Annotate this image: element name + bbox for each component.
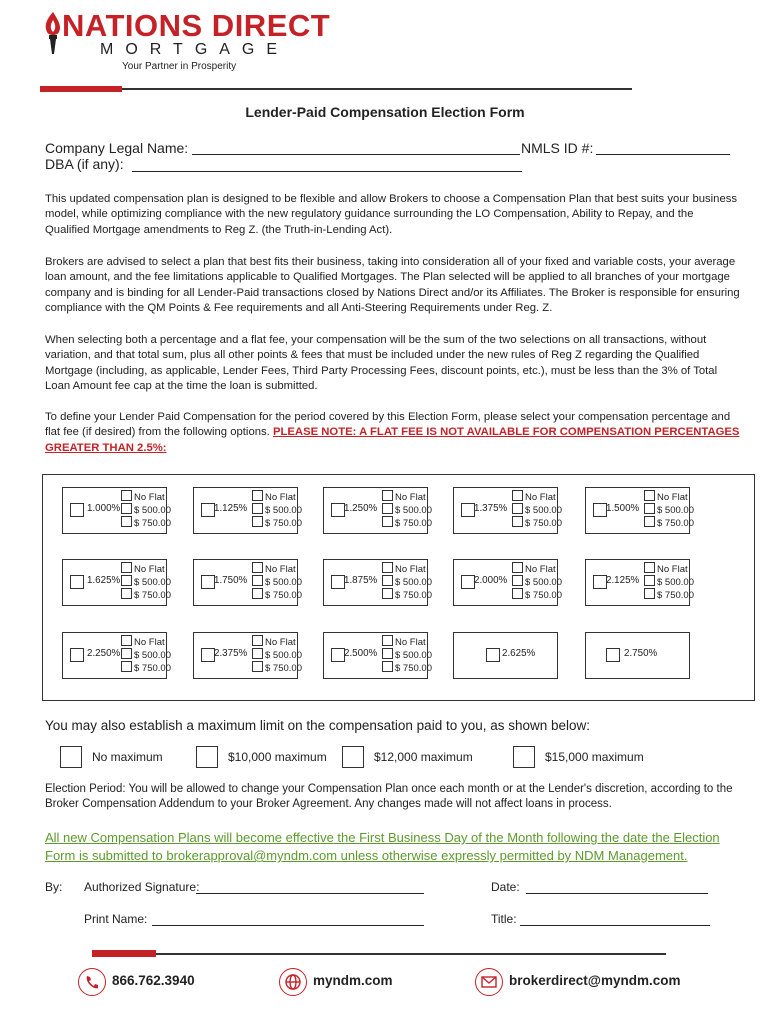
flat-fee-checkbox[interactable] — [121, 490, 132, 501]
company-name-label: Company Legal Name: — [45, 140, 189, 156]
max-label: $10,000 maximum — [228, 750, 327, 764]
flat-fee-checkbox[interactable] — [121, 635, 132, 646]
flat-fee-label: $ 750.00 — [525, 518, 562, 529]
percentage-label: 1.125% — [214, 503, 248, 514]
percentage-checkbox[interactable] — [593, 575, 607, 589]
flat-fee-option[interactable] — [644, 503, 694, 516]
compensation-option[interactable] — [453, 487, 562, 534]
by-label: By: — [45, 880, 63, 894]
percentage-label: 2.250% — [87, 648, 121, 659]
flat-fee-checkbox[interactable] — [644, 562, 655, 573]
flat-fee-checkbox[interactable] — [382, 503, 393, 514]
flat-fee-option[interactable] — [121, 635, 165, 648]
flat-fee-checkbox[interactable] — [644, 503, 655, 514]
flat-fee-label: $ 500.00 — [657, 505, 694, 516]
flat-fee-checkbox[interactable] — [382, 648, 393, 659]
dba-label: DBA (if any): — [45, 156, 124, 172]
flat-fee-option[interactable] — [252, 503, 302, 516]
flat-fee-checkbox[interactable] — [512, 503, 523, 514]
flat-fee-option[interactable] — [252, 562, 296, 575]
dba-input[interactable] — [132, 157, 522, 172]
flat-fee-label: $ 750.00 — [265, 518, 302, 529]
flat-fee-option[interactable] — [252, 490, 296, 503]
flat-fee-label: $ 500.00 — [265, 577, 302, 588]
flat-fee-checkbox[interactable] — [512, 490, 523, 501]
flat-fee-checkbox[interactable] — [121, 661, 132, 672]
compensation-option[interactable] — [453, 632, 558, 679]
flat-fee-option[interactable] — [382, 588, 432, 601]
flat-fee-checkbox[interactable] — [121, 516, 132, 527]
percentage-checkbox[interactable] — [461, 575, 475, 589]
compensation-option[interactable] — [453, 559, 562, 606]
percentage-label: 1.750% — [214, 575, 248, 586]
flat-fee-checkbox[interactable] — [121, 562, 132, 573]
flat-fee-option[interactable] — [121, 661, 171, 674]
flat-fee-label: $ 500.00 — [525, 577, 562, 588]
flat-fee-option[interactable] — [644, 490, 688, 503]
flat-fee-label: $ 500.00 — [657, 577, 694, 588]
flat-fee-option[interactable] — [252, 575, 302, 588]
flat-fee-option[interactable] — [512, 503, 562, 516]
flat-fee-label: $ 500.00 — [134, 650, 171, 661]
flat-fee-checkbox[interactable] — [252, 562, 263, 573]
flat-fee-checkbox[interactable] — [512, 575, 523, 586]
flat-fee-checkbox[interactable] — [252, 648, 263, 659]
footer-red-rule — [92, 950, 156, 957]
flat-fee-option[interactable] — [644, 562, 688, 575]
flat-fee-option[interactable] — [121, 575, 171, 588]
flat-fee-label: No Flat — [525, 564, 556, 575]
flat-fee-label: $ 750.00 — [657, 518, 694, 529]
flat-fee-checkbox[interactable] — [121, 575, 132, 586]
title-input[interactable] — [520, 911, 710, 926]
flat-fee-label: $ 750.00 — [395, 590, 432, 601]
compensation-option[interactable] — [323, 559, 432, 606]
max-checkbox[interactable] — [196, 746, 218, 768]
flat-fee-checkbox[interactable] — [252, 635, 263, 646]
flat-fee-option[interactable] — [121, 503, 171, 516]
flat-fee-checkbox[interactable] — [382, 588, 393, 599]
flat-fee-option[interactable] — [382, 490, 426, 503]
flat-fee-checkbox[interactable] — [512, 588, 523, 599]
flat-fee-option[interactable] — [252, 635, 296, 648]
company-name-input[interactable] — [192, 140, 520, 155]
flat-fee-label: $ 750.00 — [134, 518, 171, 529]
flat-fee-label: No Flat — [134, 564, 165, 575]
max-checkbox[interactable] — [513, 746, 535, 768]
flat-fee-checkbox[interactable] — [121, 588, 132, 599]
flat-fee-label: No Flat — [134, 637, 165, 648]
flat-fee-label: No Flat — [395, 492, 426, 503]
authorized-signature-label: Authorized Signature: — [84, 880, 200, 894]
phone-number: 866.762.3940 — [112, 973, 195, 988]
flat-fee-checkbox[interactable] — [252, 516, 263, 527]
flat-fee-label: $ 750.00 — [265, 663, 302, 674]
flat-fee-label: $ 500.00 — [525, 505, 562, 516]
max-label: $12,000 maximum — [374, 750, 473, 764]
flat-fee-label: No Flat — [134, 492, 165, 503]
torch-logo-icon — [42, 10, 64, 56]
percentage-checkbox[interactable] — [331, 503, 345, 517]
percentage-label: 1.500% — [606, 503, 640, 514]
print-name-label: Print Name: — [84, 912, 148, 926]
flat-fee-option[interactable] — [382, 661, 432, 674]
nmls-label: NMLS ID #: — [521, 140, 594, 156]
flat-fee-option[interactable] — [512, 575, 562, 588]
flat-fee-checkbox[interactable] — [382, 516, 393, 527]
percentage-label: 2.125% — [606, 575, 640, 586]
flat-fee-label: $ 750.00 — [525, 590, 562, 601]
flat-fee-label: $ 500.00 — [395, 577, 432, 588]
percentage-checkbox[interactable] — [331, 648, 345, 662]
flat-fee-option[interactable] — [252, 648, 302, 661]
tagline: Your Partner in Prosperity — [122, 61, 237, 72]
compensation-option[interactable] — [193, 632, 302, 679]
effective-notice: All new Compensation Plans will become effective the First Business Day of the Month following the date the Election Form is submitted to brokerapproval@myndm.com unless otherwise expressly permitted by NDM Management. — [45, 830, 720, 863]
flat-fee-label: $ 750.00 — [657, 590, 694, 601]
percentage-checkbox[interactable] — [606, 648, 620, 662]
brokers-paragraph: Brokers are advised to select a plan that best fits their business, taking into consideration all of your fixed and variable costs, your average loan amount, and the fee limitations applicable to Qualified Mortgages. The Plan selected will be applied to all branches of your mortgage company and is binding for all Lender-Paid transactions closed by Nations Direct and/or its Affiliates. The Broker is responsible for ensuring compliance with the QM Points & Fee requirements and all Anti-Steering Requirements under Reg. Z. — [45, 256, 740, 315]
election-period: Election Period: You will be allowed to change your Compensation Plan once each month or at the Lender's discretion, according to the Broker Compensation Addendum to your Broker Agreement. Any changes made will not affect loans in process. — [45, 783, 733, 811]
flat-fee-label: No Flat — [395, 637, 426, 648]
flat-fee-label: No Flat — [265, 564, 296, 575]
flat-fee-option[interactable] — [121, 588, 171, 601]
flat-fee-label: No Flat — [525, 492, 556, 503]
website-link[interactable]: myndm.com — [313, 973, 393, 988]
flat-fee-option[interactable] — [644, 516, 694, 529]
form-title: Lender-Paid Compensation Election Form — [245, 104, 525, 120]
percentage-label: 2.375% — [214, 648, 248, 659]
percentage-label: 2.750% — [624, 648, 658, 659]
percentage-label: 1.875% — [344, 575, 378, 586]
flat-fee-checkbox[interactable] — [252, 661, 263, 672]
flat-fee-label: $ 500.00 — [265, 650, 302, 661]
flat-fee-checkbox[interactable] — [252, 588, 263, 599]
percentage-checkbox[interactable] — [70, 503, 84, 517]
max-checkbox[interactable] — [60, 746, 82, 768]
percentage-checkbox[interactable] — [201, 575, 215, 589]
compensation-option[interactable] — [62, 632, 171, 679]
email-icon — [475, 968, 503, 996]
flat-fee-checkbox[interactable] — [644, 490, 655, 501]
flat-fee-option[interactable] — [644, 588, 694, 601]
compensation-option[interactable] — [585, 632, 690, 679]
flat-fee-label: $ 750.00 — [134, 590, 171, 601]
flat-fee-option[interactable] — [512, 490, 556, 503]
flat-fee-checkbox[interactable] — [252, 575, 263, 586]
compensation-option[interactable] — [193, 487, 302, 534]
flat-fee-label: $ 750.00 — [395, 663, 432, 674]
percentage-label: 2.000% — [474, 575, 508, 586]
percentage-checkbox[interactable] — [486, 648, 500, 662]
email-link[interactable]: brokerdirect@myndm.com — [509, 973, 681, 988]
flat-fee-option[interactable] — [382, 575, 432, 588]
percentage-label: 1.250% — [344, 503, 378, 514]
compensation-option[interactable] — [323, 487, 432, 534]
percentage-checkbox[interactable] — [201, 648, 215, 662]
flat-fee-label: $ 750.00 — [134, 663, 171, 674]
flat-fee-label: No Flat — [395, 564, 426, 575]
flat-fee-option[interactable] — [252, 588, 302, 601]
flat-fee-checkbox[interactable] — [382, 562, 393, 573]
percentage-label: 1.625% — [87, 575, 121, 586]
title-label: Title: — [491, 912, 517, 926]
flat-fee-checkbox[interactable] — [382, 635, 393, 646]
percentage-checkbox[interactable] — [70, 575, 84, 589]
compensation-option[interactable] — [62, 487, 171, 534]
compensation-option[interactable] — [585, 487, 694, 534]
define-paragraph — [45, 410, 740, 456]
flat-fee-option[interactable] — [512, 516, 562, 529]
phone-icon — [78, 968, 106, 996]
flat-fee-checkbox[interactable] — [512, 516, 523, 527]
flat-fee-option[interactable] — [382, 516, 432, 529]
flat-fee-option[interactable] — [382, 503, 432, 516]
flat-fee-note: PLEASE NOTE: A FLAT FEE IS NOT AVAILABLE FOR COMPENSATION PERCENTAGES GREATER THAN 2.5%: — [45, 426, 740, 454]
flat-fee-option[interactable] — [252, 661, 302, 674]
flat-fee-label: $ 750.00 — [395, 518, 432, 529]
flat-fee-checkbox[interactable] — [644, 588, 655, 599]
flat-fee-label: No Flat — [657, 492, 688, 503]
flat-fee-option[interactable] — [512, 588, 562, 601]
flat-fee-checkbox[interactable] — [644, 575, 655, 586]
max-label: No maximum — [92, 750, 163, 764]
compensation-option[interactable] — [585, 559, 694, 606]
flat-fee-label: $ 750.00 — [265, 590, 302, 601]
flat-fee-checkbox[interactable] — [121, 648, 132, 659]
header-rule — [122, 88, 632, 90]
selection-paragraph: When selecting both a percentage and a flat fee, your compensation will be the sum of the two selections on all transactions, without variation, and that total sum, plus all other points & fees that must be included under the new rules of Reg Z regarding the Qualified Mortgage (including, as applicable, Lender Fees, Third Party Processing Fees, discount points, etc.), must be less than the 3% of Total Loan Amount fee cap at the time the loan is submitted. — [45, 334, 718, 393]
flat-fee-label: $ 500.00 — [395, 505, 432, 516]
flat-fee-checkbox[interactable] — [512, 562, 523, 573]
flat-fee-checkbox[interactable] — [252, 490, 263, 501]
flat-fee-label: No Flat — [265, 637, 296, 648]
percentage-label: 2.625% — [502, 648, 536, 659]
flat-fee-checkbox[interactable] — [252, 503, 263, 514]
maximum-intro: You may also establish a maximum limit on the compensation paid to you, as shown below: — [45, 718, 591, 733]
flat-fee-option[interactable] — [382, 635, 426, 648]
flat-fee-label: $ 500.00 — [134, 577, 171, 588]
flat-fee-label: $ 500.00 — [265, 505, 302, 516]
flat-fee-label: No Flat — [657, 564, 688, 575]
flat-fee-option[interactable] — [121, 562, 165, 575]
flat-fee-option[interactable] — [382, 648, 432, 661]
intro-paragraph: This updated compensation plan is designed to be flexible and allow Brokers to choose a Compensation Plan that best suits your business model, while optimizing compliance with the new regulatory guidance surrounding the LO Compensation, Ability to Repay, and the Qualified Mortgage amendments to Reg Z. (the Truth-in-Lending Act). — [45, 193, 738, 236]
compensation-option[interactable] — [62, 559, 171, 606]
print-name-input[interactable] — [152, 911, 424, 926]
flat-fee-checkbox[interactable] — [382, 490, 393, 501]
percentage-label: 2.500% — [344, 648, 378, 659]
date-input[interactable] — [526, 879, 708, 894]
compensation-option[interactable] — [323, 632, 432, 679]
percentage-checkbox[interactable] — [461, 503, 475, 517]
date-label: Date: — [491, 880, 520, 894]
max-label: $15,000 maximum — [545, 750, 644, 764]
flat-fee-option[interactable] — [512, 562, 556, 575]
percentage-label: 1.375% — [474, 503, 508, 514]
flat-fee-option[interactable] — [382, 562, 426, 575]
flat-fee-option[interactable] — [644, 575, 694, 588]
flat-fee-option[interactable] — [121, 648, 171, 661]
nmls-input[interactable] — [596, 140, 730, 155]
flat-fee-label: No Flat — [265, 492, 296, 503]
percentage-label: 1.000% — [87, 503, 121, 514]
flat-fee-checkbox[interactable] — [644, 516, 655, 527]
define-text: To define your Lender Paid Compensation for the period covered by this Election Form, please select your compensation percentage and flat fee (if desired) from the following options. — [45, 411, 731, 439]
percentage-checkbox[interactable] — [70, 648, 84, 662]
flat-fee-option[interactable] — [252, 516, 302, 529]
flat-fee-option[interactable] — [121, 490, 165, 503]
percentage-checkbox[interactable] — [331, 575, 345, 589]
flat-fee-checkbox[interactable] — [382, 575, 393, 586]
brand-sub: MORTGAGE — [100, 41, 290, 58]
percentage-checkbox[interactable] — [201, 503, 215, 517]
brand-name: NATIONS DIRECT — [62, 8, 331, 43]
flat-fee-checkbox[interactable] — [382, 661, 393, 672]
flat-fee-label: $ 500.00 — [395, 650, 432, 661]
max-checkbox[interactable] — [342, 746, 364, 768]
compensation-option[interactable] — [193, 559, 302, 606]
flat-fee-label: $ 500.00 — [134, 505, 171, 516]
header-red-rule — [40, 86, 122, 92]
flat-fee-checkbox[interactable] — [121, 503, 132, 514]
authorized-signature-input[interactable] — [196, 879, 424, 894]
percentage-checkbox[interactable] — [593, 503, 607, 517]
flat-fee-option[interactable] — [121, 516, 171, 529]
footer-rule — [156, 953, 666, 955]
globe-icon — [279, 968, 307, 996]
